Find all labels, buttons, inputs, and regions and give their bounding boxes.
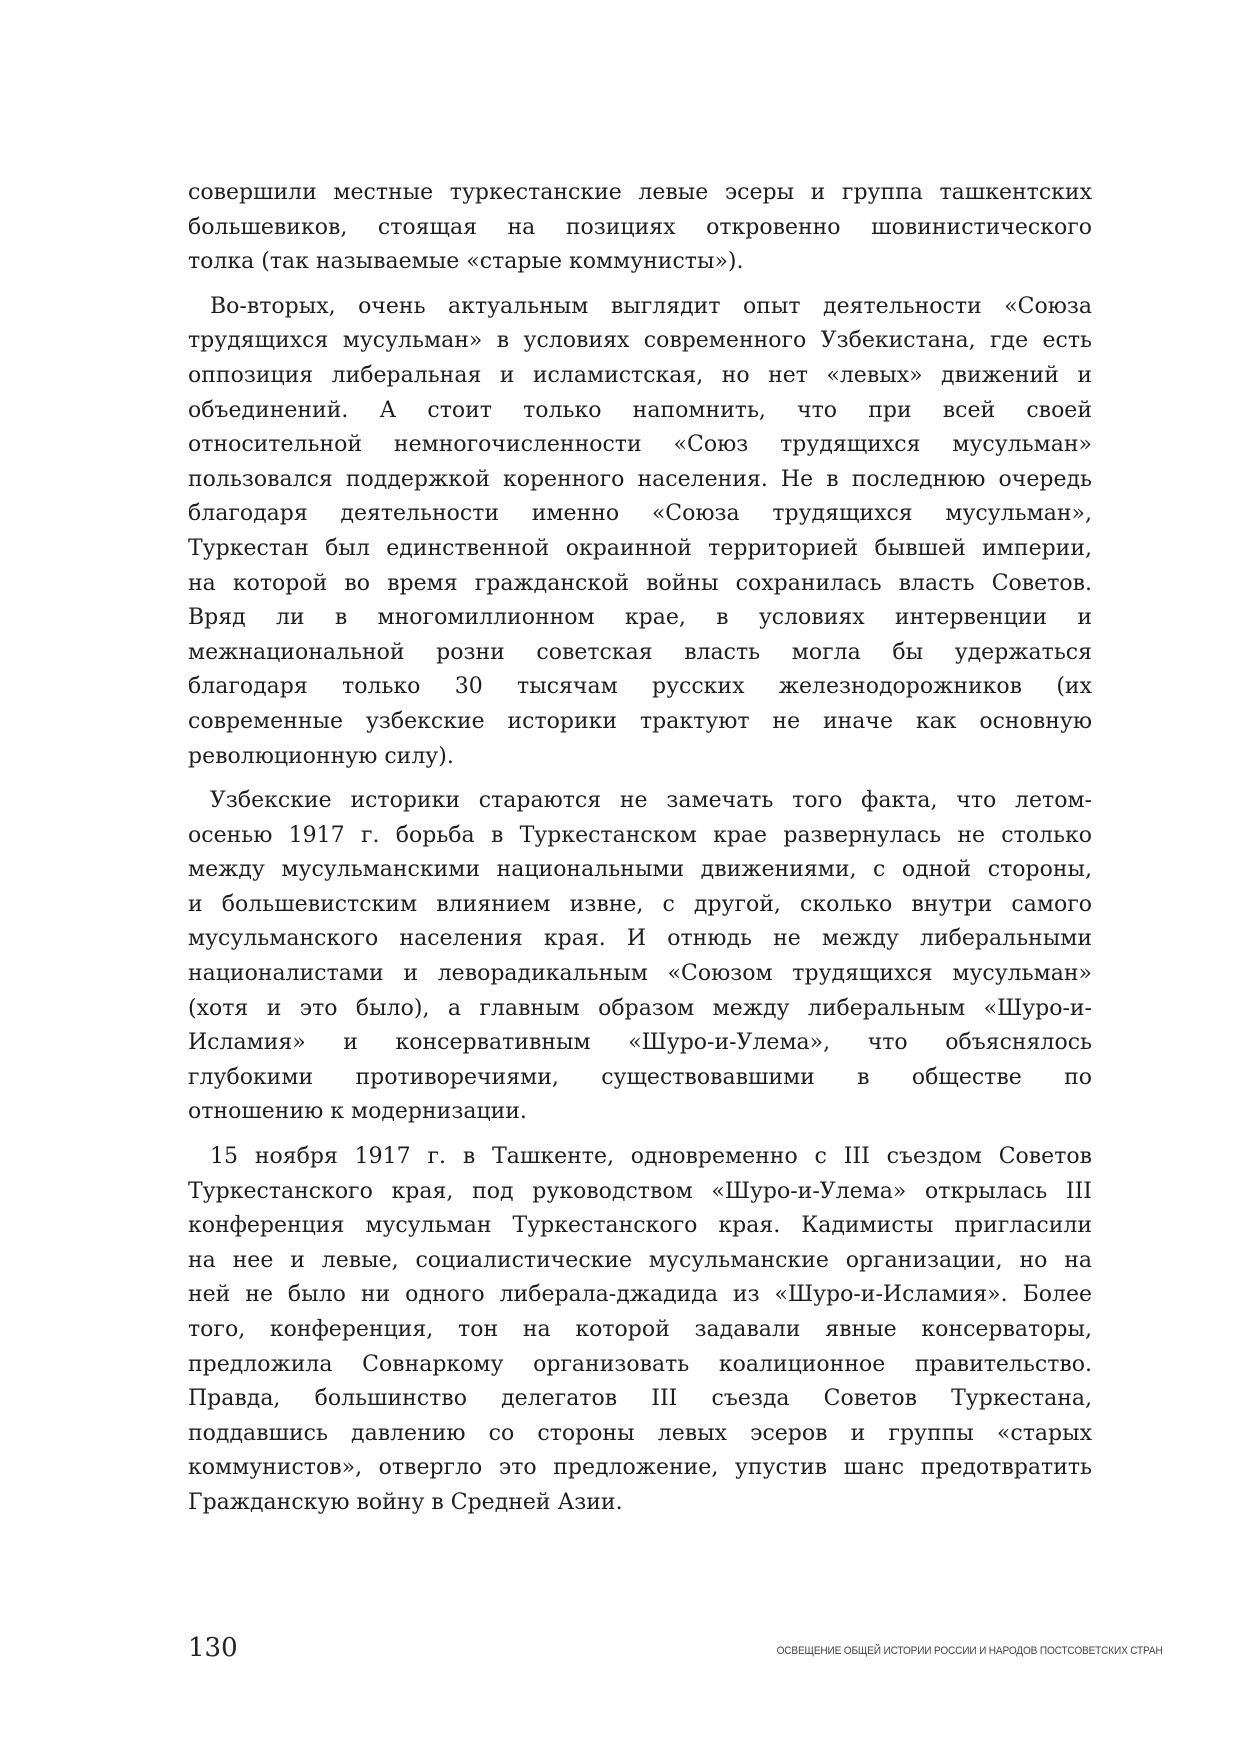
text-line: Узбекские историки стараются не замечать того факта, что летом-	[210, 788, 1092, 814]
text-line: благодаря только 30 тысячам русских железнодорожников (их	[188, 674, 1092, 700]
text-line: большевиков, стоящая на позициях откровенно шовинистического	[188, 214, 1092, 240]
text-line: Правда, большинство делегатов III съезда Советов Туркестана,	[188, 1386, 1092, 1412]
text-line: Туркестан был единственной окраинной территорией бывшей империи,	[188, 535, 1092, 561]
text-line: современные узбекские историки трактуют не иначе как основную	[188, 708, 1092, 734]
text-line: и большевистским влиянием извне, с другой, сколько внутри самого	[188, 891, 1092, 917]
text-line: между мусульманскими национальными движениями, с одной стороны,	[188, 857, 1092, 883]
text-line: поддавшись давлению со стороны левых эсеров и группы «старых	[188, 1420, 1092, 1446]
paragraph	[188, 290, 1092, 774]
text-line: межнациональной розни советская власть могла бы удержаться	[188, 639, 1092, 665]
text-line: осенью 1917 г. борьба в Туркестанском крае развернулась не столько	[188, 822, 1092, 848]
text-line: революционную силу).	[188, 743, 454, 769]
text-line: толка (так называемые «старые коммунисты»).	[188, 249, 744, 275]
paragraph	[188, 784, 1092, 1130]
text-line: конференция мусульман Туркестанского края. Кадимисты пригласили	[188, 1213, 1092, 1239]
text-line: мусульманского населения края. И отнюдь не между либеральными	[188, 926, 1092, 952]
text-line: оппозиция либеральная и исламистская, но нет «левых» движений и	[188, 362, 1092, 388]
text-line: Во-вторых, очень актуальным выглядит опыт деятельности «Союза	[210, 293, 1092, 319]
text-line: благодаря деятельности именно «Союза трудящихся мусульман»,	[188, 501, 1092, 527]
body-text	[188, 176, 1092, 1531]
paragraph	[188, 176, 1092, 280]
text-line: объединений. А стоит только напомнить, что при всей своей	[188, 397, 1092, 423]
text-line: националистами и леворадикальным «Союзом трудящихся мусульман»	[188, 961, 1092, 987]
text-line: отношению к модернизации.	[188, 1099, 527, 1125]
text-line: коммунистов», отвергло это предложение, упустив шанс предотвратить	[188, 1455, 1092, 1481]
text-line: на которой во время гражданской войны сохранилась власть Советов.	[188, 570, 1092, 596]
text-line: относительной немногочисленности «Союз трудящихся мусульман»	[188, 432, 1092, 458]
running-title: ОСВЕЩЕНИЕ ОБЩЕЙ ИСТОРИИ РОССИИ И НАРОДОВ ПОСТСОВЕТСКИХ СТРАН	[776, 1645, 1163, 1657]
text-line: ней не было ни одного либерала-джадида из «Шуро-и-Исламия». Более	[188, 1282, 1092, 1308]
text-line: 15 ноября 1917 г. в Ташкенте, одновременно с III съездом Советов	[210, 1144, 1092, 1170]
text-line: совершили местные туркестанские левые эсеры и группа ташкентских	[188, 180, 1092, 205]
text-line: Вряд ли в многомиллионном крае, в условиях интервенции и	[188, 605, 1092, 631]
text-line: трудящихся мусульман» в условиях современного Узбекистана, где есть	[188, 328, 1092, 354]
page-number: 130	[188, 1633, 238, 1663]
text-line: пользовался поддержкой коренного населения. Не в последнюю очередь	[188, 466, 1092, 492]
text-line: Туркестанского края, под руководством «Шуро-и-Улема» открылась III	[188, 1178, 1092, 1204]
text-line: на нее и левые, социалистические мусульманские организации, но на	[188, 1247, 1092, 1273]
text-line: (хотя и это было), а главным образом между либеральным «Шуро-и-	[188, 995, 1092, 1021]
text-line: того, конференция, тон на которой задавали явные консерваторы,	[188, 1317, 1092, 1342]
text-line: предложила Совнаркому организовать коалиционное правительство.	[188, 1351, 1092, 1377]
text-line: Гражданскую войну в Средней Азии.	[188, 1489, 623, 1515]
paragraph	[188, 1140, 1092, 1521]
text-line: Исламия» и консервативным «Шуро-и-Улема», что объяснялось	[188, 1030, 1092, 1056]
text-line: глубокими противоречиями, существовавшими в обществе по	[188, 1064, 1092, 1090]
